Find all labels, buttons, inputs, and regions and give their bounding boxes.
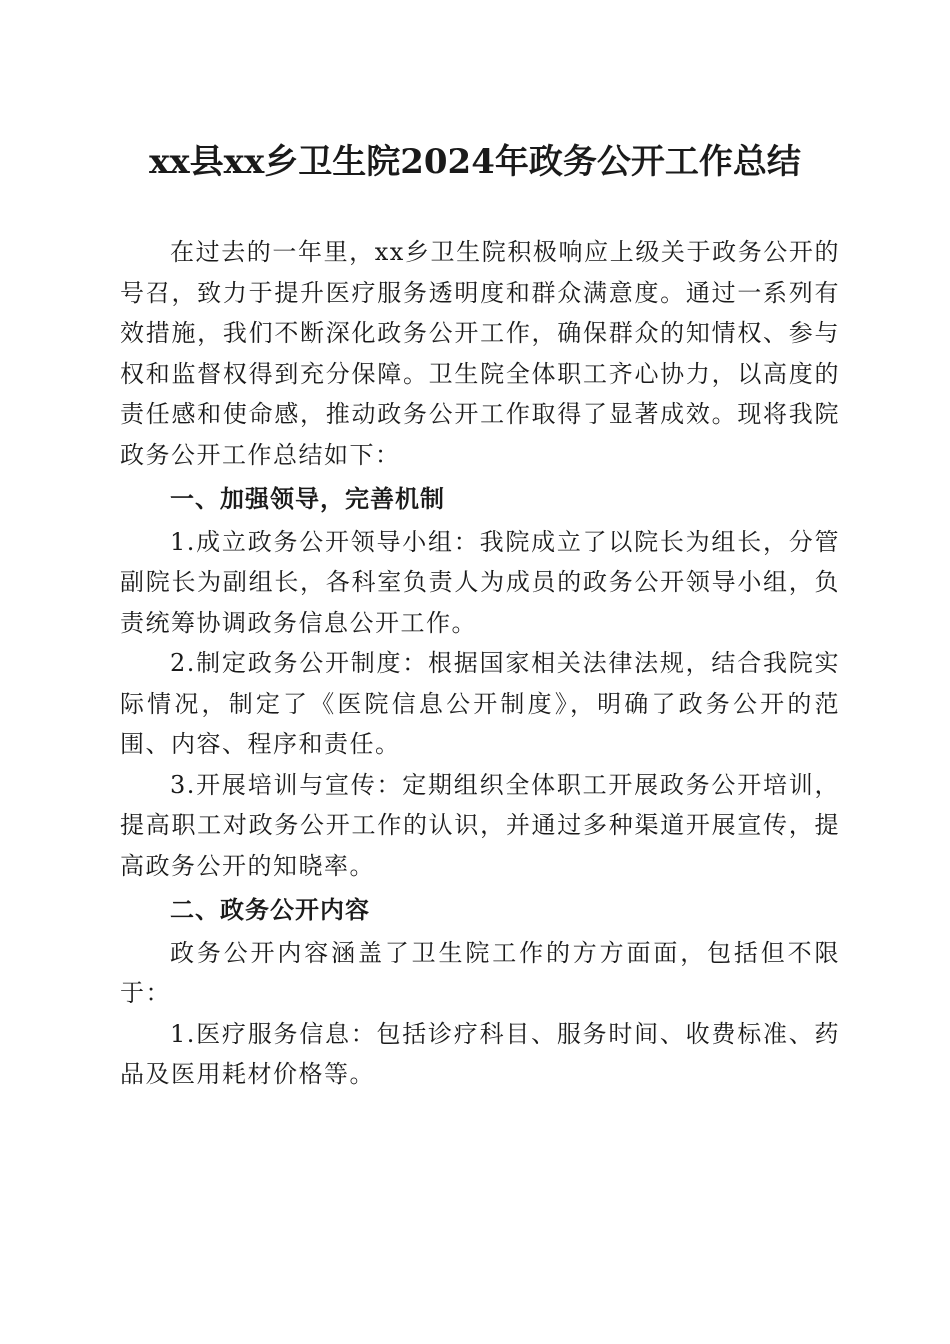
section-heading-1: 一、加强领导，完善机制 [170,485,445,513]
list-item-disclosure-system: 2.制定政务公开制度：根据国家相关法律法规，结合我院实际情况，制定了《医院信息公开制度》，明确了政务公开的范围、内容、程序和责任。 [120,649,840,758]
list-item-leadership-group: 1.成立政务公开领导小组：我院成立了以院长为组长，分管副院长为副组长，各科室负责人为成员的政务公开领导小组，负责统筹协调政务信息公开工作。 [120,527,840,637]
intro-paragraph: 在过去的一年里，xx乡卫生院积极响应上级关于政务公开的号召，致力于提升医疗服务透明度和群众满意度。通过一系列有效措施，我们不断深化政务公开工作，确保群众的知情权、参与权和监督权得到充分保障。卫生院全体职工齐心协力，以高度的责任感和使命感，推动政务公开工作取得了显著成效。现将我院政务公开工作总结如下： [120,238,840,469]
section-heading-2: 二、政务公开内容 [170,896,370,924]
document-title: xx县xx乡卫生院2024年政务公开工作总结 [149,142,801,182]
disclosure-content-intro: 政务公开内容涵盖了卫生院工作的方方面面，包括但不限于： [120,938,840,1007]
list-item-medical-service-info: 1.医疗服务信息：包括诊疗科目、服务时间、收费标准、药品及医用耗材价格等。 [120,1019,840,1088]
document-body [120,232,840,1095]
list-item-training-publicity: 3.开展培训与宣传：定期组织全体职工开展政务公开培训，提高职工对政务公开工作的认识，并通过多种渠道开展宣传，提高政务公开的知晓率。 [120,770,840,880]
